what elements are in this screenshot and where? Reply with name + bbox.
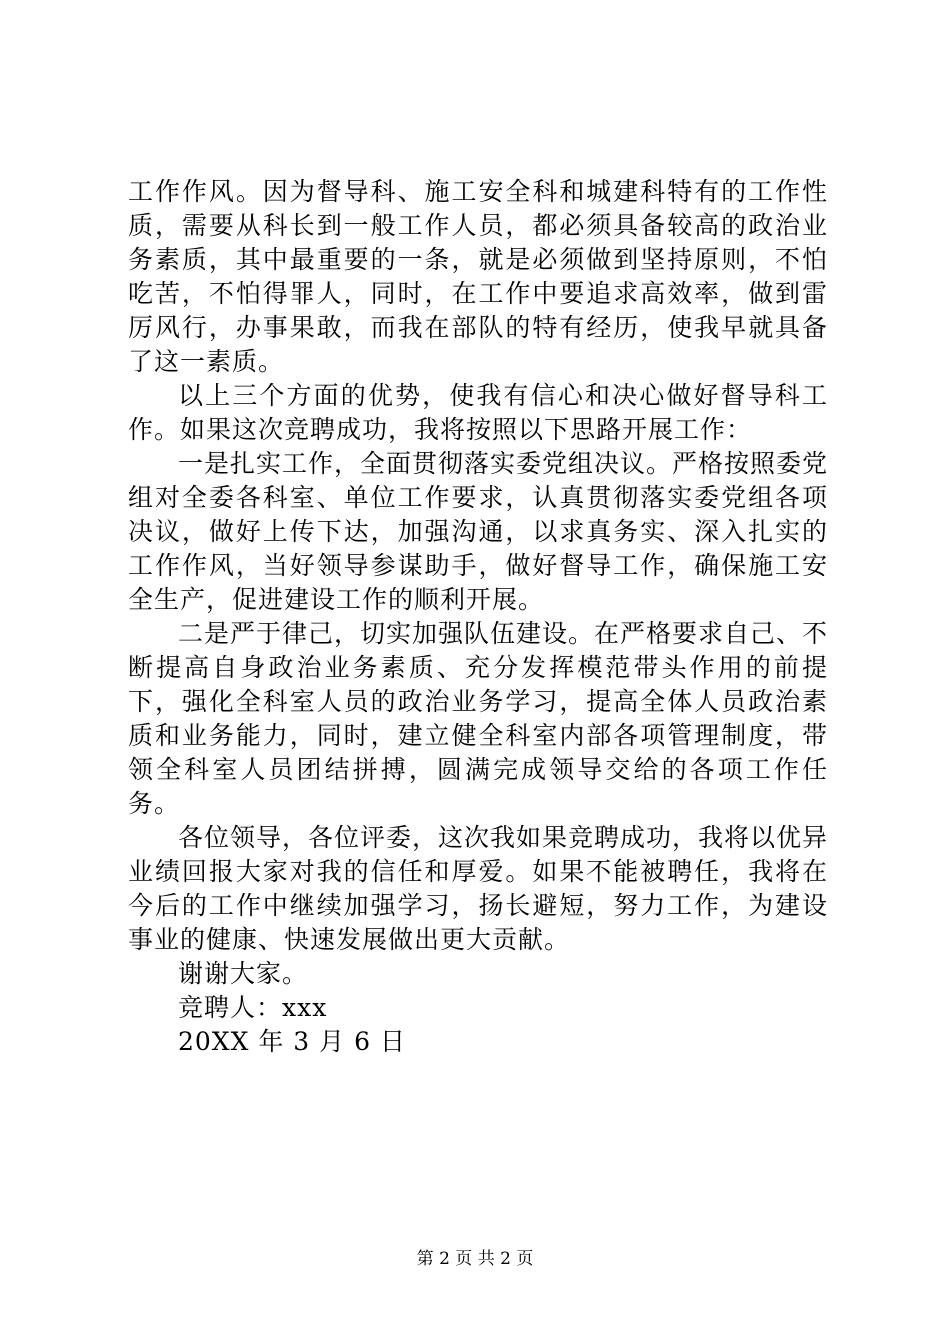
page-number-footer: 第 2 页 共 2 页 [416,1249,534,1269]
closing-thanks: 谢谢大家。 [178,959,309,988]
paragraph-continuation: 工作作风。因为督导科、施工安全科和城建科特有的工作性质，需要从科长到一般工作人员，都必须具备较高的政治业务素质，其中最重要的一条，就是必须做到坚持原则，不怕吃苦，不怕得罪人，同时，在工作中要追求高效率，做到雷厉风行，办事果敢，而我在部队的特有经历，使我早就具备了这一素质。 [128,177,828,376]
paragraph-plan-two: 二是严于律己，切实加强队伍建设。在严格要求自己、不断提高自身政治业务素质、充分发挥模范带头作用的前提下，强化全科室人员的政治业务学习，提高全体人员政治素质和业务能力，同时，建立健全科室内部各项管理制度，带领全科室人员团结拼搏，圆满完成领导交给的各项工作任务。 [128,619,829,818]
paragraph-plan-one: 一是扎实工作，全面贯彻落实委党组决议。严格按照委党组对全委各科室、单位工作要求，认真贯彻落实委党组各项决议，做好上传下达，加强沟通，以求真务实、深入扎实的工作作风，当好领导参谋助手，做好督导工作，确保施工安全生产，促进建设工作的顺利开展。 [128,449,829,614]
paragraph-advantages: 以上三个方面的优势，使我有信心和决心做好督导科工作。如果这次竞聘成功，我将按照以下思路开展工作： [128,381,828,444]
document-body [128,175,828,1059]
paragraph-conclusion: 各位领导，各位评委，这次我如果竞聘成功，我将以优异业绩回报大家对我的信任和厚爱。如果不能被聘任，我将在今后的工作中继续加强学习，扬长避短，努力工作，为建设事业的健康、快速发展做出更大贡献。 [128,823,829,954]
date-line: 20XX 年 3 月 6 日 [178,1027,406,1056]
signature-line: 竞聘人：xxx [178,993,328,1022]
